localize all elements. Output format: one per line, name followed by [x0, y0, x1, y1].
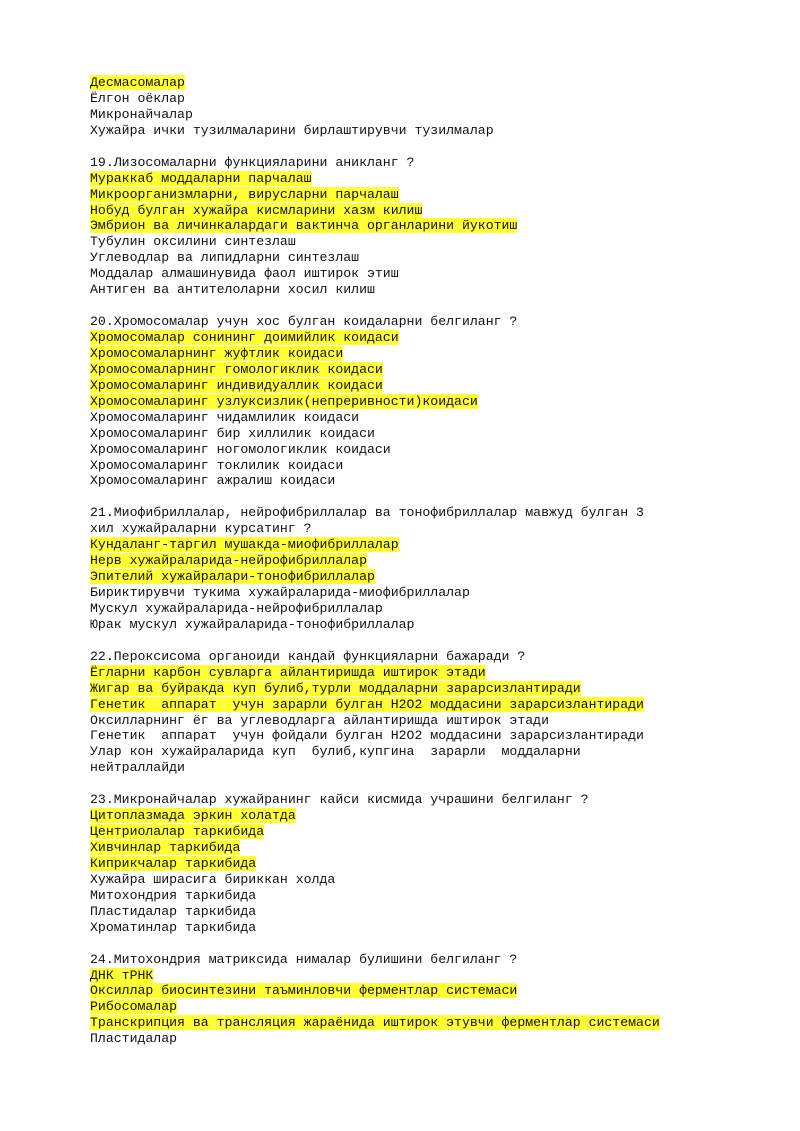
question-title-text: хил хужайраларни курсатинг ?	[90, 521, 312, 537]
correct-answer	[90, 968, 710, 984]
correct-answer	[90, 346, 710, 362]
correct-answer-text: Рибосомалар	[90, 999, 178, 1015]
answer-option	[90, 728, 710, 744]
correct-answer	[90, 999, 710, 1015]
correct-answer	[90, 1015, 710, 1031]
answer-option	[90, 872, 710, 888]
answer-option-text: Митохондрия таркибида	[90, 887, 257, 903]
correct-answer-text: Киприкчалар таркибида	[90, 855, 257, 871]
correct-answer	[90, 808, 710, 824]
question-title	[90, 649, 710, 665]
correct-answer	[90, 362, 710, 378]
correct-answer	[90, 856, 710, 872]
correct-answer-text: Мураккаб моддаларни парчалаш	[90, 170, 312, 186]
answer-option-text: Хромосомаларинг ажралиш коидаси	[90, 473, 336, 489]
answer-option	[90, 617, 710, 633]
question-title-text: 19.Лизосомаларни функцияларини аникланг ?	[90, 154, 415, 170]
correct-answer	[90, 171, 710, 187]
answer-option-text: Хужайра ички тузилмаларини бирлаштирувчи тузилмалар	[90, 122, 494, 138]
answer-option	[90, 458, 710, 474]
blank-line	[90, 936, 710, 952]
answer-option	[90, 282, 710, 298]
correct-answer	[90, 697, 710, 713]
answer-option	[90, 250, 710, 266]
answer-option-text: Хромосомаларинг ногомологиклик коидаси	[90, 441, 391, 457]
answer-option-text: Моддалар алмашинувида фаол иштирок этиш	[90, 266, 399, 282]
correct-answer-text: Хромосомаларнинг жуфтлик коидаси	[90, 345, 344, 361]
correct-answer-text: Транскрипция ва трансляция жараёнида иштирок этувчи ферментлар системаси	[90, 1015, 660, 1031]
answer-option	[90, 473, 710, 489]
question-title	[90, 952, 710, 968]
answer-option	[90, 920, 710, 936]
correct-answer	[90, 394, 710, 410]
answer-option	[90, 107, 710, 123]
answer-option-text: Хроматинлар таркибида	[90, 919, 257, 935]
answer-option	[90, 585, 710, 601]
correct-answer-text: Хромосомаларинг индивидуаллик коидаси	[90, 377, 383, 393]
answer-option	[90, 234, 710, 250]
answer-option	[90, 601, 710, 617]
answer-option	[90, 904, 710, 920]
answer-option-text: Генетик аппарат учун фойдали булган Н2О2 моддасини зарарсизлантиради	[90, 728, 644, 744]
answer-option-text: Мускул хужайраларида-нейрофибриллалар	[90, 600, 383, 616]
correct-answer	[90, 665, 710, 681]
question-title	[90, 505, 710, 521]
answer-option-text: Углеводлар ва липидларни синтезлаш	[90, 250, 360, 266]
answer-option	[90, 442, 710, 458]
answer-option	[90, 888, 710, 904]
correct-answer-text: Нобуд булган хужайра кисмларини хазм килиш	[90, 202, 423, 218]
correct-answer-text: Эпителий хужайралари-тонофибриллалар	[90, 569, 375, 585]
correct-answer-text: Цитоплазмада эркин холатда	[90, 808, 296, 824]
correct-answer-text: Микроорганизмларни, вирусларни парчалаш	[90, 186, 399, 202]
correct-answer-text: Жигар ва буйракда куп булиб,турли моддаларни зарарсизлантиради	[90, 680, 581, 696]
blank-line	[90, 776, 710, 792]
correct-answer-text: Центриолалар таркибида	[90, 824, 265, 840]
correct-answer-text: Десмасомалар	[90, 75, 185, 90]
correct-answer-text: Хромосомаларнинг гомологиклик коидаси	[90, 361, 383, 377]
answer-option-text: Юрак мускул хужайраларида-тонофибриллалар	[90, 616, 415, 632]
answer-option	[90, 744, 710, 760]
blank-line	[90, 489, 710, 505]
correct-answer	[90, 378, 710, 394]
answer-option-text: Тубулин оксилини синтезлаш	[90, 234, 296, 250]
answer-option	[90, 760, 710, 776]
answer-option-text: Хромосомаларинг чидамлилик коидаси	[90, 409, 360, 425]
correct-answer-text: Ёгларни карбон сувларга айлантиришда иштирок этади	[90, 664, 486, 680]
correct-answer	[90, 537, 710, 553]
blank-line	[90, 633, 710, 649]
correct-answer	[90, 330, 710, 346]
correct-answer	[90, 75, 710, 91]
question-title	[90, 521, 710, 537]
correct-answer-text: Хромосомалар сонининг доимийлик коидаси	[90, 330, 399, 345]
answer-option-text: Пластидалар таркибида	[90, 903, 257, 919]
question-title-text: 21.Миофибриллалар, нейрофибриллалар ва тонофибриллалар мавжуд булган 3	[90, 505, 644, 521]
correct-answer	[90, 824, 710, 840]
correct-answer	[90, 553, 710, 569]
correct-answer	[90, 187, 710, 203]
question-title-text: 24.Митохондрия матриксида нималар булишини белгиланг ?	[90, 951, 518, 967]
question-title-text: 20.Хромосомалар учун хос булган коидаларни белгиланг ?	[90, 314, 518, 330]
answer-option	[90, 1031, 710, 1047]
answer-option-text: Пластидалар	[90, 1031, 178, 1047]
correct-answer	[90, 983, 710, 999]
answer-option-text: Хужайра ширасига бириккан холда	[90, 871, 336, 887]
answer-option	[90, 426, 710, 442]
answer-option	[90, 713, 710, 729]
correct-answer	[90, 218, 710, 234]
blank-line	[90, 139, 710, 155]
correct-answer	[90, 681, 710, 697]
document-page	[90, 75, 710, 1047]
answer-option-text: Ёлгон оёклар	[90, 90, 185, 106]
correct-answer	[90, 203, 710, 219]
correct-answer	[90, 569, 710, 585]
answer-option-text: Хромосомаларинг бир хиллилик коидаси	[90, 425, 375, 441]
answer-option-text: нейтраллайди	[90, 760, 185, 776]
answer-option-text: Бириктирувчи тукима хужайраларида-миофибриллалар	[90, 585, 470, 600]
answer-option-text: Оксилларнинг ёг ва углеводларга айлантиришда иштирок этади	[90, 712, 549, 728]
question-title	[90, 792, 710, 808]
answer-option-text: Хромосомаларинг токлилик коидаси	[90, 457, 344, 473]
answer-option-text: Антиген ва антителоларни хосил килиш	[90, 282, 375, 298]
correct-answer	[90, 840, 710, 856]
answer-option	[90, 91, 710, 107]
correct-answer-text: Эмбрион ва личинкалардаги вактинча органларини йукотиш	[90, 218, 518, 234]
question-title	[90, 155, 710, 171]
answer-option-text: Микронайчалар	[90, 106, 193, 122]
correct-answer-text: Хивчинлар таркибида	[90, 840, 241, 855]
correct-answer-text: Оксиллар биосинтезини таъминловчи ферментлар системаси	[90, 983, 518, 999]
correct-answer-text: Кундаланг-таргил мушакда-миофибриллалар	[90, 537, 399, 553]
question-title-text: 22.Пероксисома органоиди кандай функцияларни бажаради ?	[90, 648, 526, 664]
question-title-text: 23.Микронайчалар хужайранинг кайси кисмида учрашини белгиланг ?	[90, 792, 589, 808]
blank-line	[90, 298, 710, 314]
answer-option-text: Улар кон хужайраларида куп булиб,купгина зарарли моддаларни	[90, 744, 581, 760]
correct-answer-text: Нерв хужайраларида-нейрофибриллалар	[90, 553, 367, 569]
correct-answer-text: ДНК тРНК	[90, 967, 154, 983]
answer-option	[90, 123, 710, 139]
answer-option	[90, 266, 710, 282]
correct-answer-text: Генетик аппарат учун зарарли булган Н2О2 моддасини зарарсизлантиради	[90, 696, 644, 712]
correct-answer-text: Хромосомаларинг узлуксизлик(непреривности)коидаси	[90, 393, 478, 409]
question-title	[90, 314, 710, 330]
answer-option	[90, 410, 710, 426]
